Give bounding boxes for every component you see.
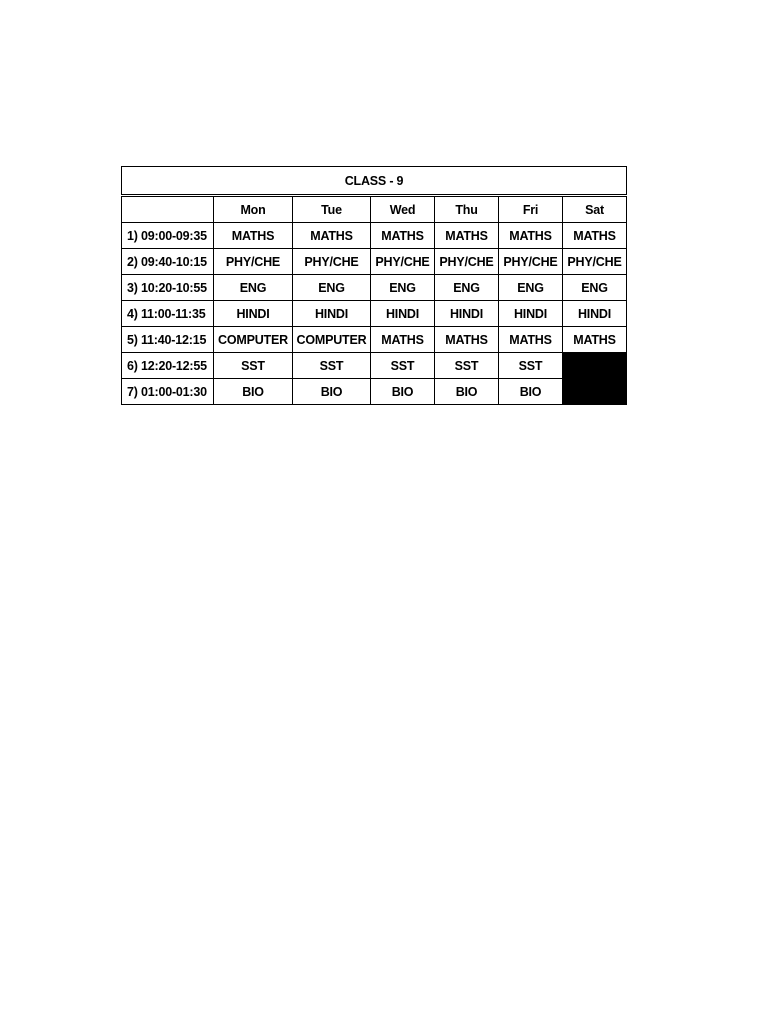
subject-cell: PHY/CHE (214, 249, 293, 275)
table-row (122, 327, 627, 353)
subject-cell: MATHS (435, 327, 499, 353)
subject-cell: SST (371, 353, 435, 379)
day-header-fri: Fri (499, 196, 563, 223)
day-header-thu: Thu (435, 196, 499, 223)
period-label: 4) 11:00-11:35 (122, 301, 214, 327)
day-header-tue: Tue (293, 196, 371, 223)
subject-cell: BIO (214, 379, 293, 405)
class-timetable (121, 166, 627, 405)
subject-cell: BIO (293, 379, 371, 405)
subject-cell: ENG (371, 275, 435, 301)
subject-cell: BIO (371, 379, 435, 405)
subject-cell: ENG (499, 275, 563, 301)
day-header-sat: Sat (563, 196, 627, 223)
subject-cell: COMPUTER (293, 327, 371, 353)
subject-cell: MATHS (214, 223, 293, 249)
period-label: 3) 10:20-10:55 (122, 275, 214, 301)
table-row (122, 275, 627, 301)
subject-cell: HINDI (371, 301, 435, 327)
subject-cell: PHY/CHE (435, 249, 499, 275)
timetable-container (121, 166, 626, 405)
subject-cell: MATHS (371, 327, 435, 353)
subject-cell: MATHS (499, 327, 563, 353)
day-header-row (122, 196, 627, 223)
subject-cell: MATHS (499, 223, 563, 249)
period-label: 7) 01:00-01:30 (122, 379, 214, 405)
subject-cell: SST (214, 353, 293, 379)
subject-cell: SST (499, 353, 563, 379)
subject-cell: ENG (214, 275, 293, 301)
subject-cell: HINDI (435, 301, 499, 327)
subject-cell: ENG (293, 275, 371, 301)
period-label: 1) 09:00-09:35 (122, 223, 214, 249)
table-row (122, 223, 627, 249)
subject-cell: MATHS (563, 223, 627, 249)
day-header-mon: Mon (214, 196, 293, 223)
subject-cell: COMPUTER (214, 327, 293, 353)
subject-cell: ENG (563, 275, 627, 301)
table-row (122, 301, 627, 327)
subject-cell: PHY/CHE (293, 249, 371, 275)
subject-cell: HINDI (499, 301, 563, 327)
subject-cell: BIO (435, 379, 499, 405)
subject-cell: HINDI (293, 301, 371, 327)
timetable-title: CLASS - 9 (122, 167, 627, 196)
day-header-wed: Wed (371, 196, 435, 223)
subject-cell: SST (435, 353, 499, 379)
period-label: 6) 12:20-12:55 (122, 353, 214, 379)
subject-cell: MATHS (371, 223, 435, 249)
subject-cell: PHY/CHE (371, 249, 435, 275)
subject-cell: SST (293, 353, 371, 379)
subject-cell: PHY/CHE (563, 249, 627, 275)
period-label: 5) 11:40-12:15 (122, 327, 214, 353)
table-row (122, 353, 627, 379)
subject-cell: MATHS (563, 327, 627, 353)
period-label: 2) 09:40-10:15 (122, 249, 214, 275)
blank-cell (563, 379, 627, 405)
subject-cell: PHY/CHE (499, 249, 563, 275)
subject-cell: ENG (435, 275, 499, 301)
subject-cell: HINDI (214, 301, 293, 327)
subject-cell: MATHS (293, 223, 371, 249)
title-row (122, 167, 627, 196)
subject-cell: BIO (499, 379, 563, 405)
blank-cell (563, 353, 627, 379)
table-row (122, 379, 627, 405)
subject-cell: MATHS (435, 223, 499, 249)
table-row (122, 249, 627, 275)
corner-cell (122, 196, 214, 223)
subject-cell: HINDI (563, 301, 627, 327)
